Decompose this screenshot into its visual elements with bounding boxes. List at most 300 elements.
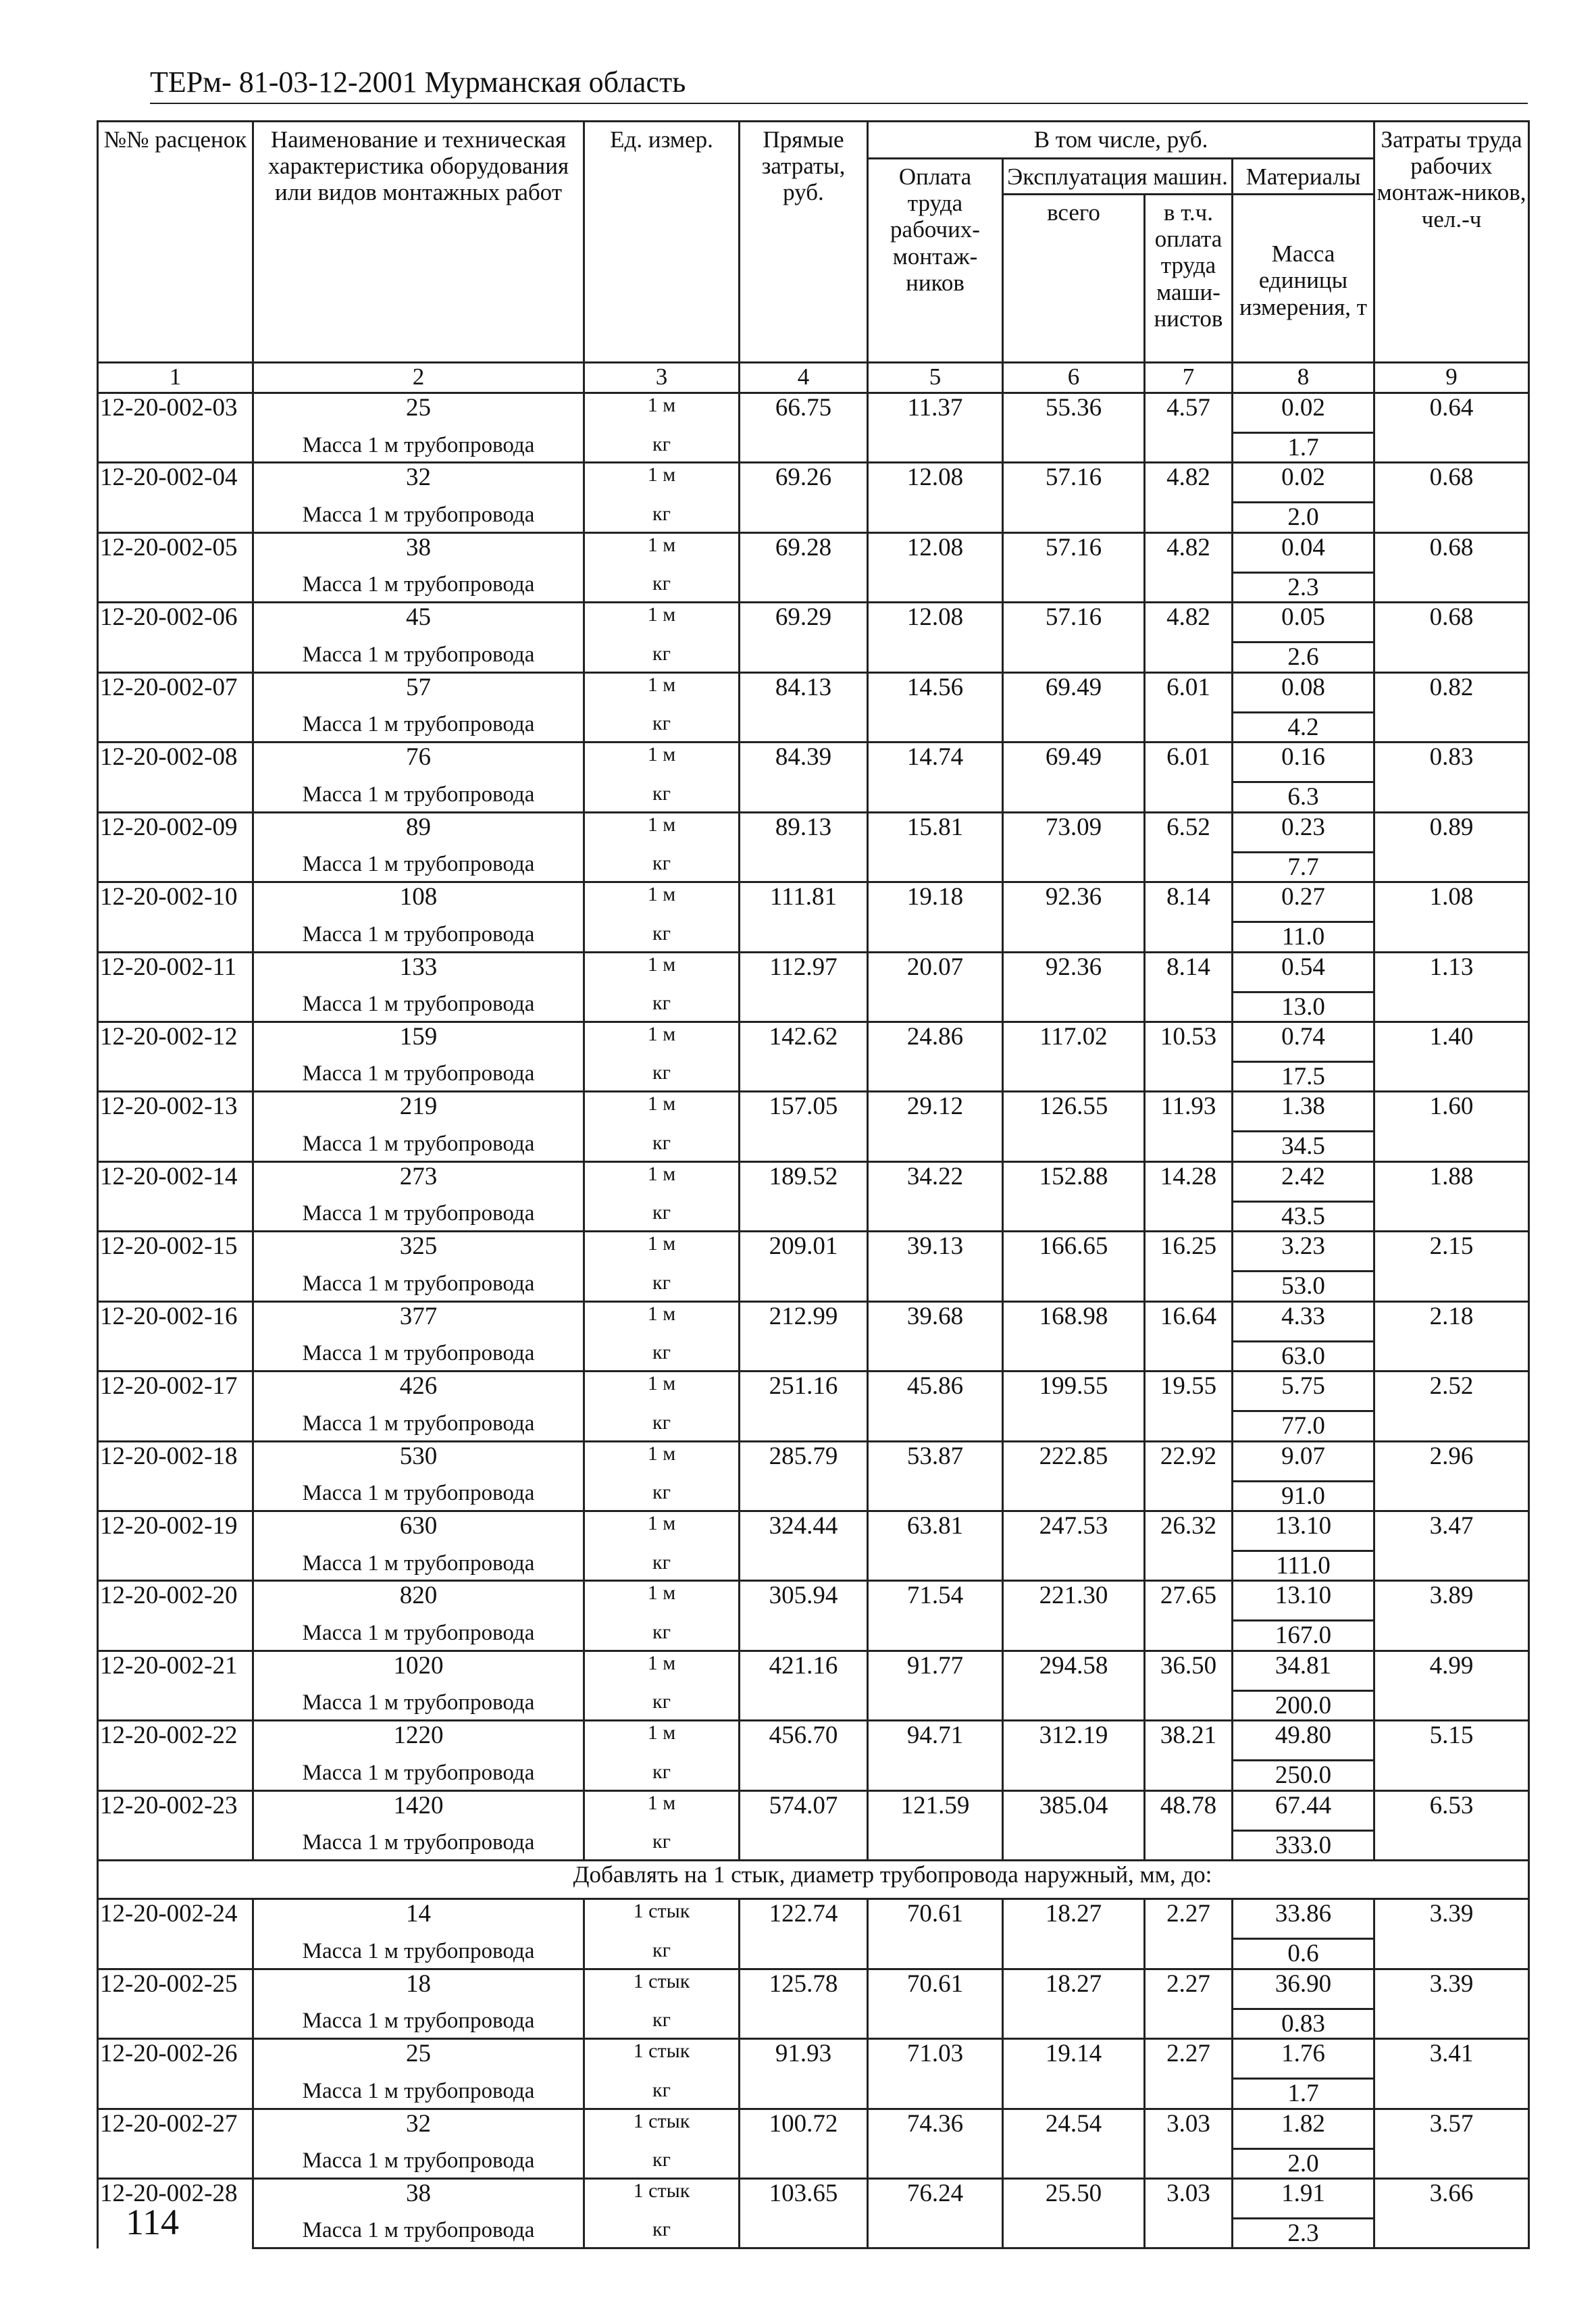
materials-mass: 1.76 [1233, 2039, 1374, 2079]
table-row [98, 812, 1529, 852]
materials-mass: 34.81 [1233, 1651, 1374, 1690]
mass-value: 77.0 [1233, 1411, 1374, 1441]
col-header-code: №№ расценок [98, 122, 253, 363]
labor-hours: 3.89 [1374, 1581, 1529, 1651]
mass-label: Масса 1 м трубопровода [253, 1341, 584, 1371]
machines-pay: 2.27 [1145, 1899, 1233, 1969]
labor-pay: 20.07 [868, 952, 1003, 1022]
machines-total: 73.09 [1003, 812, 1145, 882]
labor-pay: 34.22 [868, 1161, 1003, 1231]
column-number-row [98, 363, 1529, 393]
labor-pay: 45.86 [868, 1372, 1003, 1441]
table-row [98, 603, 1529, 643]
mass-value: 1.7 [1233, 433, 1374, 463]
item-diameter: 1220 [253, 1721, 584, 1761]
labor-pay: 94.71 [868, 1721, 1003, 1790]
mass-unit: кг [584, 1939, 740, 1969]
rate-code: 12-20-002-17 [98, 1372, 253, 1441]
item-unit: 1 м [584, 1581, 740, 1621]
labor-pay: 24.86 [868, 1022, 1003, 1091]
header-rule [150, 103, 1528, 104]
mass-value: 91.0 [1233, 1481, 1374, 1511]
labor-pay: 74.36 [868, 2109, 1003, 2178]
labor-pay: 14.74 [868, 743, 1003, 812]
labor-pay: 12.08 [868, 463, 1003, 532]
item-unit: 1 м [584, 603, 740, 643]
item-diameter: 14 [253, 1899, 584, 1939]
direct-cost: 189.52 [740, 1161, 868, 1231]
mass-value: 43.5 [1233, 1201, 1374, 1231]
materials-mass: 5.75 [1233, 1372, 1374, 1411]
machines-total: 221.30 [1003, 1581, 1145, 1651]
table-row [98, 1161, 1529, 1201]
item-unit: 1 м [584, 1232, 740, 1272]
materials-mass: 0.05 [1233, 603, 1374, 643]
mass-value: 111.0 [1233, 1551, 1374, 1581]
machines-pay: 3.03 [1145, 2109, 1233, 2178]
direct-cost: 112.97 [740, 952, 868, 1022]
labor-hours: 2.96 [1374, 1441, 1529, 1511]
mass-value: 167.0 [1233, 1621, 1374, 1651]
item-unit: 1 м [584, 463, 740, 503]
mass-label: Масса 1 м трубопровода [253, 503, 584, 532]
col-number: 3 [584, 363, 740, 393]
labor-hours: 2.15 [1374, 1232, 1529, 1301]
rate-code: 12-20-002-11 [98, 952, 253, 1022]
table-row [98, 882, 1529, 922]
labor-hours: 0.68 [1374, 532, 1529, 602]
mass-unit: кг [584, 1061, 740, 1091]
col-number: 9 [1374, 363, 1529, 393]
table-row [98, 1790, 1529, 1830]
labor-pay: 12.08 [868, 532, 1003, 602]
mass-label: Масса 1 м трубопровода [253, 1061, 584, 1091]
table-row [98, 1372, 1529, 1411]
table-row [98, 1022, 1529, 1061]
direct-cost: 125.78 [740, 1969, 868, 2038]
machines-pay: 4.57 [1145, 393, 1233, 463]
rate-code: 12-20-002-10 [98, 882, 253, 952]
col-number: 4 [740, 363, 868, 393]
machines-total: 222.85 [1003, 1441, 1145, 1511]
labor-hours: 3.57 [1374, 2109, 1529, 2178]
labor-pay: 91.77 [868, 1651, 1003, 1720]
col-header-name: Наименование и техническая характеристика оборудования или видов монтажных работ [253, 122, 584, 363]
item-unit: 1 стык [584, 2039, 740, 2079]
rate-code: 12-20-002-09 [98, 812, 253, 882]
labor-hours: 1.40 [1374, 1022, 1529, 1091]
machines-pay: 48.78 [1145, 1790, 1233, 1860]
mass-unit: кг [584, 1411, 740, 1441]
mass-unit: кг [584, 2079, 740, 2109]
labor-pay: 76.24 [868, 2178, 1003, 2248]
rate-code: 12-20-002-15 [98, 1232, 253, 1301]
machines-total: 152.88 [1003, 1161, 1145, 1231]
labor-hours: 4.99 [1374, 1651, 1529, 1720]
labor-pay: 71.03 [868, 2039, 1003, 2109]
rate-code: 12-20-002-13 [98, 1092, 253, 1161]
item-unit: 1 м [584, 532, 740, 572]
mass-value: 2.0 [1233, 503, 1374, 532]
item-diameter: 25 [253, 393, 584, 433]
item-diameter: 45 [253, 603, 584, 643]
mass-label: Масса 1 м трубопровода [253, 2079, 584, 2109]
labor-hours: 3.41 [1374, 2039, 1529, 2109]
direct-cost: 89.13 [740, 812, 868, 882]
mass-unit: кг [584, 712, 740, 742]
col-header-labor-pay: Оплата труда рабочих-монтаж-ников [868, 159, 1003, 363]
machines-pay: 38.21 [1145, 1721, 1233, 1790]
machines-total: 168.98 [1003, 1301, 1145, 1371]
item-unit: 1 м [584, 743, 740, 782]
table-row [98, 952, 1529, 992]
table-row [98, 1969, 1529, 2009]
table-row [98, 743, 1529, 782]
mass-label: Масса 1 м трубопровода [253, 1201, 584, 1231]
machines-pay: 8.14 [1145, 882, 1233, 952]
mass-value: 34.5 [1233, 1132, 1374, 1161]
mass-label: Масса 1 м трубопровода [253, 852, 584, 882]
machines-pay: 36.50 [1145, 1651, 1233, 1720]
mass-label: Масса 1 м трубопровода [253, 1939, 584, 1969]
mass-label: Масса 1 м трубопровода [253, 1132, 584, 1161]
direct-cost: 285.79 [740, 1441, 868, 1511]
direct-cost: 84.39 [740, 743, 868, 812]
direct-cost: 69.29 [740, 603, 868, 672]
item-diameter: 133 [253, 952, 584, 992]
item-unit: 1 м [584, 1651, 740, 1690]
labor-pay: 29.12 [868, 1092, 1003, 1161]
mass-value: 2.0 [1233, 2148, 1374, 2178]
machines-total: 166.65 [1003, 1232, 1145, 1301]
machines-pay: 8.14 [1145, 952, 1233, 1022]
machines-pay: 19.55 [1145, 1372, 1233, 1441]
col-number: 7 [1145, 363, 1233, 393]
item-diameter: 377 [253, 1301, 584, 1341]
table-row [98, 2109, 1529, 2148]
col-header-machines: Эксплуатация машин. [1003, 159, 1233, 195]
mass-value: 6.3 [1233, 782, 1374, 812]
labor-pay: 11.37 [868, 393, 1003, 463]
machines-pay: 14.28 [1145, 1161, 1233, 1231]
mass-value: 2.6 [1233, 643, 1374, 672]
labor-pay: 70.61 [868, 1969, 1003, 2038]
direct-cost: 251.16 [740, 1372, 868, 1441]
mass-unit: кг [584, 1761, 740, 1790]
item-diameter: 1020 [253, 1651, 584, 1690]
col-header-direct: Прямые затраты, руб. [740, 122, 868, 363]
mass-value: 63.0 [1233, 1341, 1374, 1371]
machines-total: 247.53 [1003, 1511, 1145, 1581]
mass-label: Масса 1 м трубопровода [253, 2148, 584, 2178]
labor-pay: 71.54 [868, 1581, 1003, 1651]
direct-cost: 91.93 [740, 2039, 868, 2109]
machines-pay: 6.01 [1145, 672, 1233, 742]
page-header-title: ТЕРм- 81-03-12-2001 Мурманская область [150, 66, 686, 99]
mass-unit: кг [584, 1690, 740, 1720]
mass-value: 13.0 [1233, 992, 1374, 1022]
machines-total: 385.04 [1003, 1790, 1145, 1860]
mass-unit: кг [584, 992, 740, 1022]
item-unit: 1 м [584, 1721, 740, 1761]
mass-label: Масса 1 м трубопровода [253, 2218, 584, 2248]
materials-mass: 0.23 [1233, 812, 1374, 852]
mass-label: Масса 1 м трубопровода [253, 1761, 584, 1790]
labor-hours: 1.88 [1374, 1161, 1529, 1231]
machines-pay: 6.52 [1145, 812, 1233, 882]
rate-code: 12-20-002-23 [98, 1790, 253, 1860]
mass-label: Масса 1 м трубопровода [253, 1481, 584, 1511]
mass-unit: кг [584, 1132, 740, 1161]
item-diameter: 32 [253, 2109, 584, 2148]
materials-mass: 13.10 [1233, 1581, 1374, 1621]
labor-pay: 70.61 [868, 1899, 1003, 1969]
direct-cost: 305.94 [740, 1581, 868, 1651]
item-diameter: 89 [253, 812, 584, 852]
materials-mass: 1.91 [1233, 2178, 1374, 2218]
table-row [98, 1581, 1529, 1621]
page-number: 114 [126, 2202, 179, 2242]
item-unit: 1 м [584, 1511, 740, 1551]
mass-value: 4.2 [1233, 712, 1374, 742]
rate-code: 12-20-002-06 [98, 603, 253, 672]
materials-mass: 49.80 [1233, 1721, 1374, 1761]
table-row [98, 1441, 1529, 1481]
machines-total: 92.36 [1003, 952, 1145, 1022]
mass-label: Масса 1 м трубопровода [253, 1272, 584, 1301]
mass-label: Масса 1 м трубопровода [253, 1690, 584, 1720]
machines-total: 25.50 [1003, 2178, 1145, 2248]
materials-mass: 0.08 [1233, 672, 1374, 712]
rate-code: 12-20-002-22 [98, 1721, 253, 1790]
mass-unit: кг [584, 1481, 740, 1511]
machines-pay: 4.82 [1145, 463, 1233, 532]
machines-pay: 6.01 [1145, 743, 1233, 812]
table-row [98, 463, 1529, 503]
materials-mass: 1.82 [1233, 2109, 1374, 2148]
mass-label: Масса 1 м трубопровода [253, 922, 584, 952]
rate-code: 12-20-002-16 [98, 1301, 253, 1371]
labor-pay: 12.08 [868, 603, 1003, 672]
col-header-mass: Масса единицы измерения, т [1233, 195, 1374, 363]
table-row [98, 1511, 1529, 1551]
item-unit: 1 м [584, 393, 740, 433]
col-header-materials: Материалы [1233, 159, 1374, 195]
item-unit: 1 стык [584, 1969, 740, 2009]
rate-code: 12-20-002-21 [98, 1651, 253, 1720]
machines-pay: 16.25 [1145, 1232, 1233, 1301]
item-unit: 1 м [584, 1441, 740, 1481]
rate-code: 12-20-002-07 [98, 672, 253, 742]
machines-total: 294.58 [1003, 1651, 1145, 1720]
col-header-mach-pay: в т.ч. оплата труда маши-нистов [1145, 195, 1233, 363]
item-unit: 1 м [584, 952, 740, 992]
mass-label: Масса 1 м трубопровода [253, 992, 584, 1022]
item-diameter: 159 [253, 1022, 584, 1061]
col-number: 8 [1233, 363, 1374, 393]
mass-unit: кг [584, 2009, 740, 2038]
table-row [98, 1721, 1529, 1761]
direct-cost: 103.65 [740, 2178, 868, 2248]
rate-code: 12-20-002-20 [98, 1581, 253, 1651]
item-diameter: 530 [253, 1441, 584, 1481]
machines-total: 18.27 [1003, 1899, 1145, 1969]
table-row [98, 1899, 1529, 1939]
mass-label: Масса 1 м трубопровода [253, 1830, 584, 1860]
rate-code: 12-20-002-04 [98, 463, 253, 532]
direct-cost: 209.01 [740, 1232, 868, 1301]
labor-hours: 1.13 [1374, 952, 1529, 1022]
col-header-unit: Ед. измер. [584, 122, 740, 363]
mass-value: 200.0 [1233, 1690, 1374, 1720]
item-diameter: 820 [253, 1581, 584, 1621]
materials-mass: 36.90 [1233, 1969, 1374, 2009]
labor-pay: 63.81 [868, 1511, 1003, 1581]
machines-pay: 27.65 [1145, 1581, 1233, 1651]
table-row [98, 1651, 1529, 1690]
item-unit: 1 м [584, 1092, 740, 1132]
labor-hours: 0.83 [1374, 743, 1529, 812]
mass-label: Масса 1 м трубопровода [253, 2009, 584, 2038]
machines-pay: 4.82 [1145, 603, 1233, 672]
direct-cost: 157.05 [740, 1092, 868, 1161]
labor-hours: 3.66 [1374, 2178, 1529, 2248]
mass-label: Масса 1 м трубопровода [253, 572, 584, 602]
item-unit: 1 м [584, 1161, 740, 1201]
labor-pay: 19.18 [868, 882, 1003, 952]
mass-unit: кг [584, 1830, 740, 1860]
item-unit: 1 стык [584, 2109, 740, 2148]
rate-code: 12-20-002-19 [98, 1511, 253, 1581]
mass-value: 53.0 [1233, 1272, 1374, 1301]
mass-value: 2.3 [1233, 2218, 1374, 2248]
item-diameter: 76 [253, 743, 584, 782]
machines-pay: 2.27 [1145, 2039, 1233, 2109]
mass-label: Масса 1 м трубопровода [253, 643, 584, 672]
mass-unit: кг [584, 2218, 740, 2248]
machines-pay: 3.03 [1145, 2178, 1233, 2248]
rate-code: 12-20-002-14 [98, 1161, 253, 1231]
rate-code: 12-20-002-08 [98, 743, 253, 812]
machines-pay: 4.82 [1145, 532, 1233, 602]
table-row [98, 2039, 1529, 2079]
table-row [98, 393, 1529, 433]
header-row-1 [98, 122, 1529, 159]
labor-hours: 0.64 [1374, 393, 1529, 463]
labor-hours: 2.52 [1374, 1372, 1529, 1441]
mass-value: 0.6 [1233, 1939, 1374, 1969]
col-number: 5 [868, 363, 1003, 393]
machines-pay: 10.53 [1145, 1022, 1233, 1091]
machines-total: 312.19 [1003, 1721, 1145, 1790]
mass-unit: кг [584, 1551, 740, 1581]
machines-total: 69.49 [1003, 743, 1145, 812]
rate-code: 12-20-002-27 [98, 2109, 253, 2178]
materials-mass: 67.44 [1233, 1790, 1374, 1830]
machines-total: 199.55 [1003, 1372, 1145, 1441]
rate-code: 12-20-002-03 [98, 393, 253, 463]
item-unit: 1 стык [584, 2178, 740, 2218]
labor-hours: 0.68 [1374, 463, 1529, 532]
machines-pay: 11.93 [1145, 1092, 1233, 1161]
table-row [98, 532, 1529, 572]
materials-mass: 0.04 [1233, 532, 1374, 572]
table-row [98, 672, 1529, 712]
rates-body [98, 393, 1529, 2248]
table-row [98, 2178, 1529, 2218]
item-diameter: 273 [253, 1161, 584, 1201]
labor-hours: 6.53 [1374, 1790, 1529, 1860]
mass-label: Масса 1 м трубопровода [253, 782, 584, 812]
materials-mass: 2.42 [1233, 1161, 1374, 1201]
item-diameter: 25 [253, 2039, 584, 2079]
labor-hours: 3.39 [1374, 1899, 1529, 1969]
mass-unit: кг [584, 433, 740, 463]
table-row [98, 1301, 1529, 1341]
item-unit: 1 м [584, 1372, 740, 1411]
direct-cost: 66.75 [740, 393, 868, 463]
materials-mass: 33.86 [1233, 1899, 1374, 1939]
rate-code: 12-20-002-12 [98, 1022, 253, 1091]
mass-label: Масса 1 м трубопровода [253, 433, 584, 463]
mass-value: 0.83 [1233, 2009, 1374, 2038]
item-unit: 1 стык [584, 1899, 740, 1939]
machines-total: 18.27 [1003, 1969, 1145, 2038]
machines-total: 55.36 [1003, 393, 1145, 463]
labor-pay: 53.87 [868, 1441, 1003, 1511]
machines-total: 57.16 [1003, 532, 1145, 602]
mass-unit: кг [584, 922, 740, 952]
mass-unit: кг [584, 2148, 740, 2178]
mass-unit: кг [584, 1272, 740, 1301]
direct-cost: 574.07 [740, 1790, 868, 1860]
labor-hours: 3.39 [1374, 1969, 1529, 2038]
materials-mass: 0.16 [1233, 743, 1374, 782]
mass-value: 11.0 [1233, 922, 1374, 952]
direct-cost: 84.13 [740, 672, 868, 742]
item-diameter: 18 [253, 1969, 584, 2009]
materials-mass: 1.38 [1233, 1092, 1374, 1132]
materials-mass: 0.02 [1233, 393, 1374, 433]
labor-hours: 3.47 [1374, 1511, 1529, 1581]
machines-total: 19.14 [1003, 2039, 1145, 2109]
machines-total: 92.36 [1003, 882, 1145, 952]
mass-unit: кг [584, 572, 740, 602]
machines-total: 69.49 [1003, 672, 1145, 742]
direct-cost: 100.72 [740, 2109, 868, 2178]
machines-total: 24.54 [1003, 2109, 1145, 2178]
machines-total: 57.16 [1003, 463, 1145, 532]
item-diameter: 219 [253, 1092, 584, 1132]
materials-mass: 0.54 [1233, 952, 1374, 992]
mass-unit: кг [584, 1341, 740, 1371]
materials-mass: 4.33 [1233, 1301, 1374, 1341]
mass-value: 333.0 [1233, 1830, 1374, 1860]
rates-table [97, 120, 1530, 2249]
mass-label: Масса 1 м трубопровода [253, 1551, 584, 1581]
col-header-mach-total: всего [1003, 195, 1145, 363]
machines-total: 117.02 [1003, 1022, 1145, 1091]
mass-value: 250.0 [1233, 1761, 1374, 1790]
machines-total: 126.55 [1003, 1092, 1145, 1161]
item-diameter: 38 [253, 532, 584, 572]
materials-mass: 9.07 [1233, 1441, 1374, 1481]
col-number: 2 [253, 363, 584, 393]
mass-value: 1.7 [1233, 2079, 1374, 2109]
item-diameter: 57 [253, 672, 584, 712]
section-row [98, 1861, 1529, 1899]
direct-cost: 212.99 [740, 1301, 868, 1371]
